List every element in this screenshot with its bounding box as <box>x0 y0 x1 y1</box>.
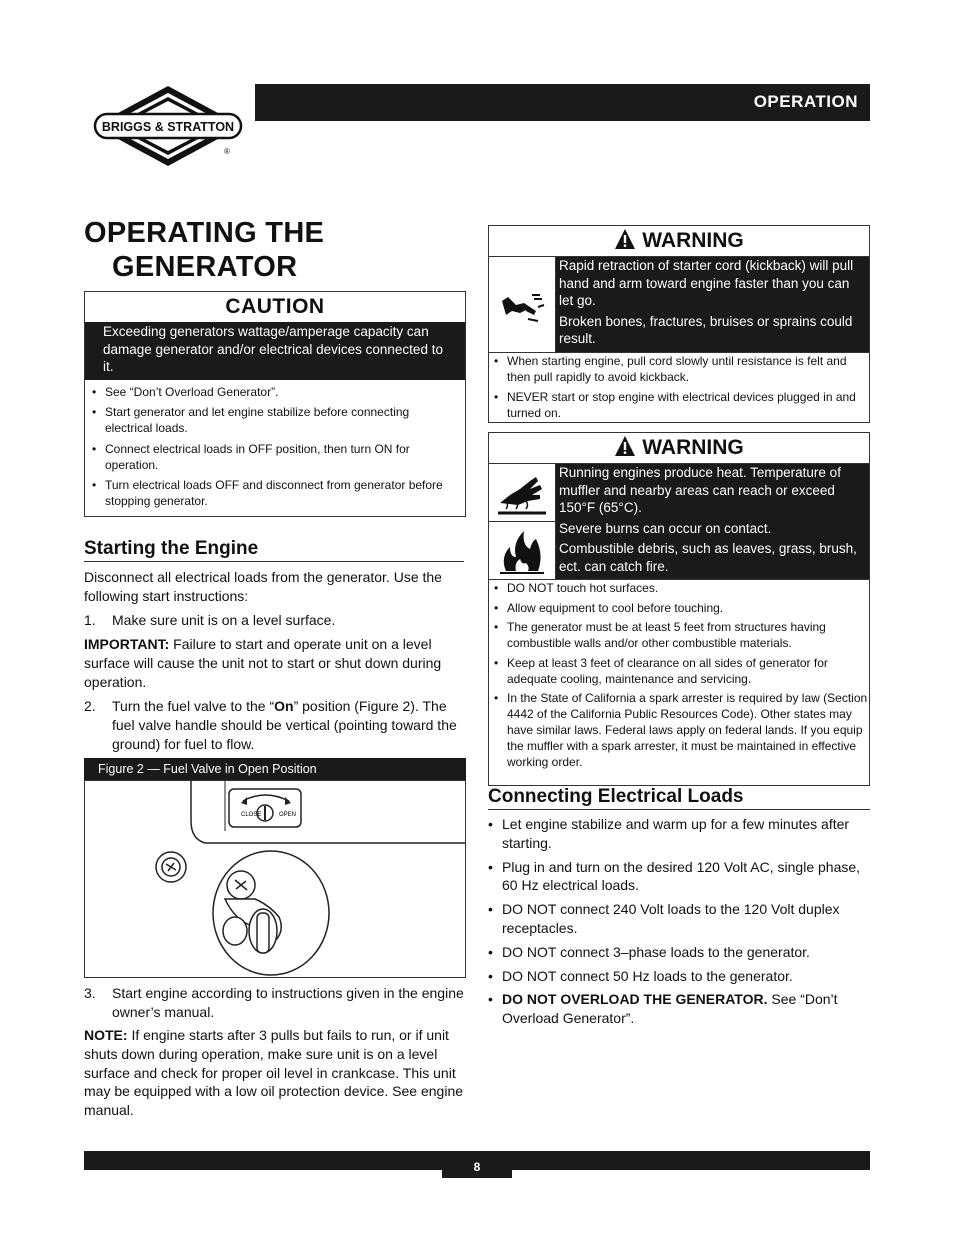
warning-message <box>556 464 869 579</box>
list-item: • When starting engine, pull cord slowly until resistance is felt and then pull rapidly to avoid kickback. <box>489 353 869 385</box>
step-text: Start engine according to instructions given in the engine owner’s manual. <box>112 985 464 1020</box>
logo-text: BRIGGS & STRATTON <box>101 120 235 134</box>
step-number: 1. <box>84 612 96 628</box>
step-1 <box>84 611 466 630</box>
important-text: Failure to start and operate unit on a level surface will cause the unit not to start or shut down during operation. <box>84 636 442 690</box>
list-item: • DO NOT connect 3–phase loads to the generator. <box>488 943 870 962</box>
warning-triangle-icon <box>614 228 636 250</box>
section-label: OPERATION <box>753 92 858 111</box>
kickback-warning-list <box>489 352 869 421</box>
note-paragraph <box>84 1026 466 1120</box>
warning-heading-text: WARNING <box>642 229 744 252</box>
figure-caption: Figure 2 — Fuel Valve in Open Position <box>84 758 466 780</box>
heat-warning-box <box>488 432 870 786</box>
step-2 <box>84 697 466 753</box>
warning-paragraph: Severe burns can occur on contact. <box>559 520 772 536</box>
page-title <box>84 216 464 284</box>
note-text: If engine starts after 3 pulls but fails to run, or if unit shuts down during operation, make sure unit is on a level surface and check for proper oil level in crankcase. This unit may be equipped with a low oil protection device. See engine manual. <box>84 1027 464 1119</box>
kickback-hand-icon <box>489 257 556 352</box>
page-title-line2: GENERATOR <box>112 251 298 283</box>
step-text-b: ” position (Figure 2). The fuel valve handle should be vertical (pointing toward the ground) for fuel to flow. <box>112 698 457 752</box>
list-item: • Connect electrical loads in OFF position, then turn ON for operation. <box>87 441 455 473</box>
header-bar <box>255 84 870 121</box>
warning-paragraph: Combustible debris, such as leaves, grass, brush, ect. can catch fire. <box>559 541 857 574</box>
page-number: 8 <box>442 1151 512 1178</box>
briggs-stratton-logo <box>92 84 244 168</box>
list-item: • Let engine stabilize and warm up for a few minutes after starting. <box>488 815 870 853</box>
list-item: • Start generator and let engine stabilize before connecting electrical loads. <box>87 404 455 436</box>
caution-heading: CAUTION <box>225 295 325 318</box>
page-title-line1: OPERATING THE <box>84 217 325 249</box>
hot-surface-icon <box>489 464 555 522</box>
step-3 <box>84 984 466 1022</box>
list-item: • Plug in and turn on the desired 120 Volt AC, single phase, 60 Hz electrical loads. <box>488 858 870 896</box>
warning-heading-text: WARNING <box>642 436 744 459</box>
warning-heading <box>489 226 869 256</box>
note-label: NOTE: <box>84 1027 128 1043</box>
step-text <box>112 697 466 753</box>
heat-warning-list <box>489 579 869 770</box>
important-note <box>84 635 466 691</box>
fuel-valve-figure <box>84 780 466 978</box>
list-item: • DO NOT connect 240 Volt loads to the 120 Volt duplex receptacles. <box>488 900 870 938</box>
list-item <box>488 990 870 1028</box>
list-item: • The generator must be at least 5 feet from structures having combustible walls and/or other combustible materials. <box>489 619 869 651</box>
step-text: Make sure unit is on a level surface. <box>112 612 336 628</box>
warning-heading <box>489 433 869 463</box>
starting-intro: Disconnect all electrical loads from the generator. Use the following start instructions: <box>84 569 442 604</box>
warning-paragraph: Rapid retraction of starter cord (kickback) will pull hand and arm toward engine faster than you can let go. <box>559 258 854 308</box>
warning-triangle-icon <box>614 435 636 457</box>
valve-open-label: OPEN <box>279 812 297 818</box>
important-label: IMPORTANT: <box>84 636 170 652</box>
overload-bold: DO NOT OVERLOAD THE GENERATOR. <box>502 991 768 1008</box>
list-item: • Allow equipment to cool before touching. <box>489 600 869 616</box>
list-item: • In the State of California a spark arrester is required by law (Section 4442 of the California Public Resources Code). Other states may have similar laws. Federal laws apply on federal lands. If you equip the muffler with a spark arrester, it must be maintained in effective working order. <box>489 690 869 770</box>
warning-paragraph: Running engines produce heat. Temperature of muffler and nearby areas can reach or exceed 150°F (65°C). <box>559 465 841 515</box>
overload-text: See “Don’t Overload Generator”. <box>502 991 838 1027</box>
list-item: • Keep at least 3 feet of clearance on all sides of generator for adequate cooling, maintenance and servicing. <box>489 655 869 687</box>
section-title-connecting-loads: Connecting Electrical Loads <box>488 786 870 810</box>
list-item: • NEVER start or stop engine with electrical devices plugged in and turned on. <box>489 389 869 421</box>
fire-icon <box>489 522 555 579</box>
list-item: • DO NOT touch hot surfaces. <box>489 580 869 596</box>
warning-paragraph: Broken bones, fractures, bruises or sprains could result. <box>559 313 853 346</box>
registered-mark: ® <box>224 147 230 156</box>
list-item: • DO NOT connect 50 Hz loads to the generator. <box>488 967 870 986</box>
valve-close-label: CLOSE <box>241 812 262 818</box>
caution-message: Exceeding generators wattage/amperage capacity can damage generator and/or electrical devices connected to it. <box>85 322 465 380</box>
connecting-loads-list <box>488 815 870 1033</box>
list-item: • Turn electrical loads OFF and disconnect from generator before stopping generator. <box>87 477 455 509</box>
step-number: 2. <box>84 698 96 714</box>
warning-message <box>556 257 869 352</box>
section-title-starting-engine: Starting the Engine <box>84 538 464 562</box>
kickback-warning-box <box>488 225 870 423</box>
step-number: 3. <box>84 985 96 1001</box>
list-item: • See “Don’t Overload Generator”. <box>87 384 455 400</box>
step-text-bold: On <box>274 698 294 714</box>
caution-list <box>85 380 465 510</box>
step-text-a: Turn the fuel valve to the “ <box>112 698 275 714</box>
caution-box <box>84 291 466 517</box>
